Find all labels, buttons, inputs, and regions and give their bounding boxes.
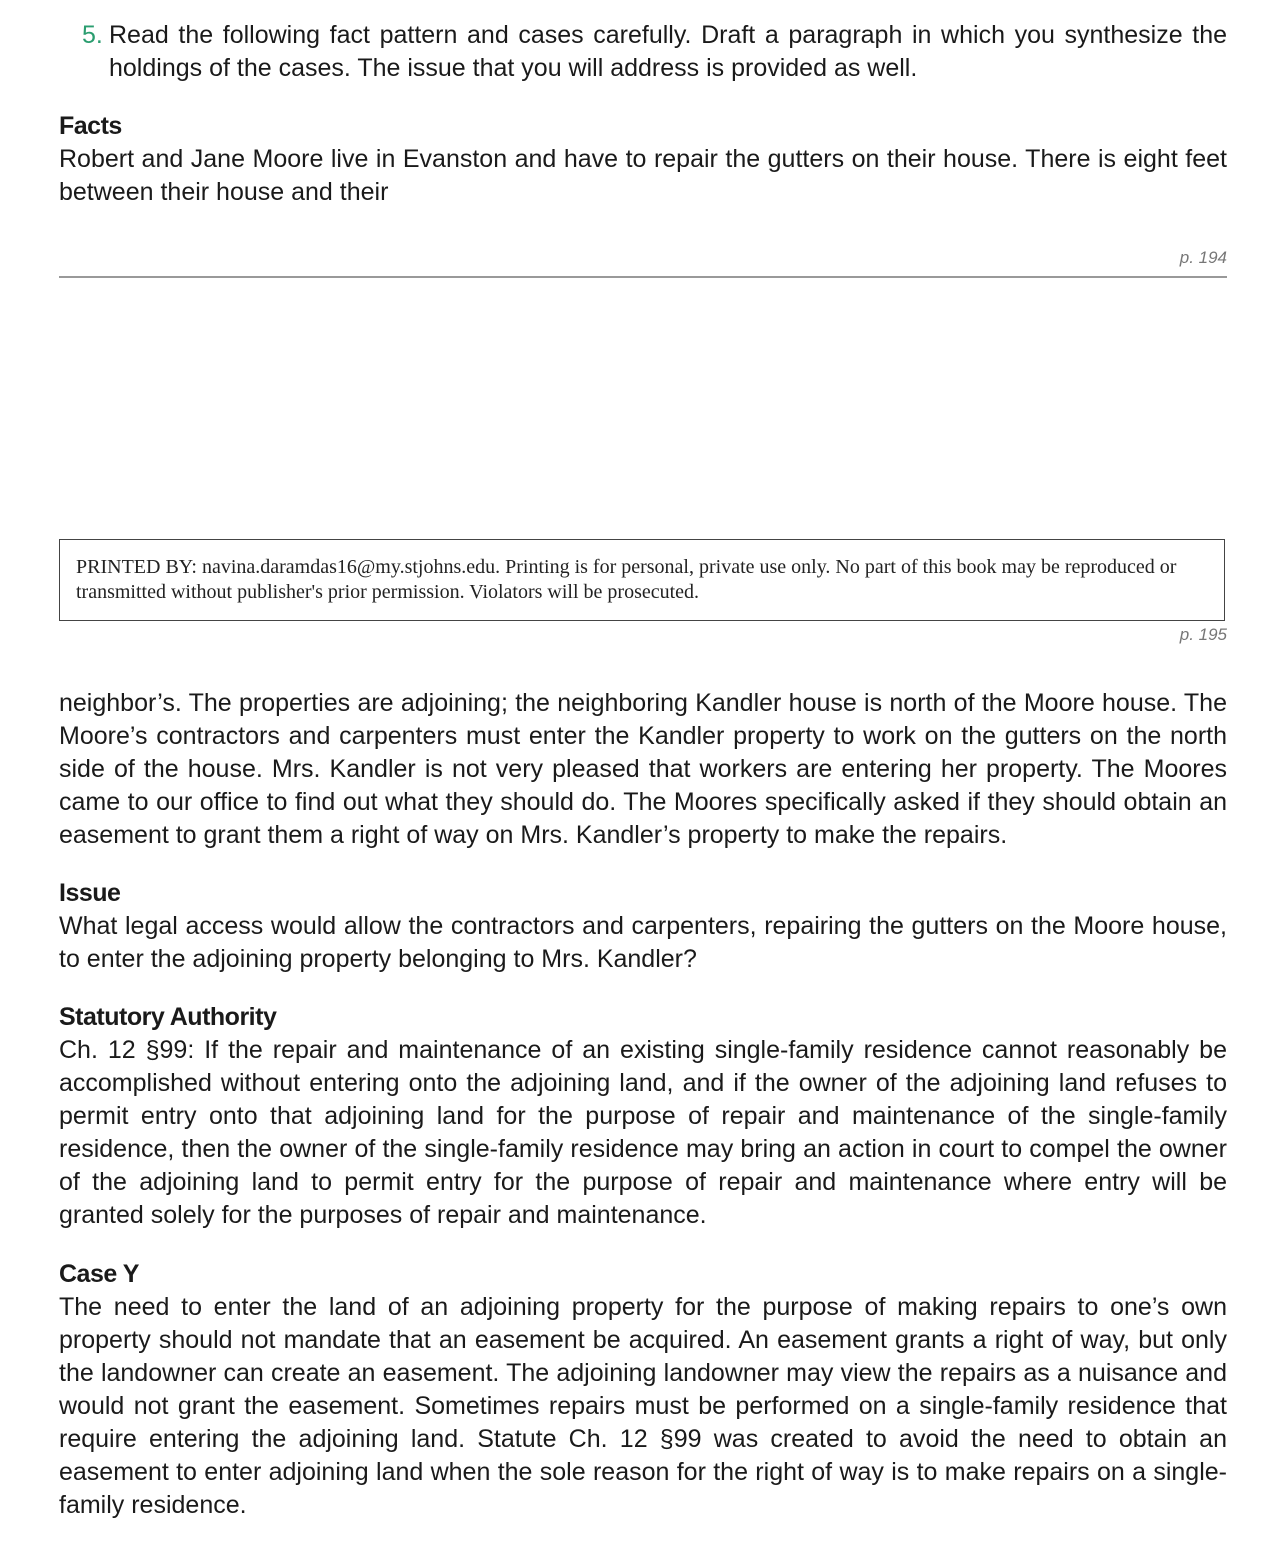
case-y-section [59,1258,1227,1522]
statutory-authority-heading: Statutory Authority [59,1003,277,1031]
case-y-text: The need to enter the land of an adjoining property for the purpose of making repairs to one’s own property should not mandate that an easement be acquired. An easement grants a right of way, but only the landowner can create an easement. The adjoining landowner may view the repairs as a nuisance and would not grant the easement. Sometimes repairs must be performed on a single-family residence that require entering the adjoining land. Statute Ch. 12 §99 was created to avoid the need to obtain an easement to enter adjoining land when the sole reason for the right of way is to make repairs on a single-family residence. [59,1293,1227,1519]
question-number: 5. [82,21,103,49]
issue-heading: Issue [59,879,121,907]
page-marker-194: p. 194 [1179,248,1227,267]
page-divider [59,276,1227,278]
facts-text-part2: neighbor’s. The properties are adjoining; the neighboring Kandler house is north of the Moore house. The Moore’s contractors and carpenters must enter the Kandler property to work on the gutters on the north side of the house. Mrs. Kandler is not very pleased that workers are entering her property. The Moores came to our office to find out what they should do. The Moores specifically asked if they should obtain an easement to grant them a right of way on Mrs. Kandler’s property to make the repairs. [59,689,1227,849]
facts-text-part1: Robert and Jane Moore live in Evanston and have to repair the gutters on their house. There is eight feet between their house and their [59,145,1227,206]
facts-heading: Facts [59,112,122,140]
printed-by-notice: PRINTED BY: navina.daramdas16@my.stjohns.edu. Printing is for personal, private use only. No part of this book may be reproduced or transmitted without publisher's prior permission. Violators will be prosecuted. [59,539,1225,621]
statutory-authority-text: Ch. 12 §99: If the repair and maintenance of an existing single-family residence cannot reasonably be accomplished without entering onto the adjoining land, and if the owner of the adjoining land refuses to permit entry onto that adjoining land for the purpose of repair and maintenance of the single-family residence, then the owner of the single-family residence may bring an action in court to compel the owner of the adjoining land to permit entry for the purpose of repair and maintenance where entry will be granted solely for the purposes of repair and maintenance. [59,1036,1227,1229]
page-marker-195: p. 195 [1179,625,1227,644]
case-y-heading: Case Y [59,1260,139,1288]
issue-section [59,877,1227,976]
issue-text: What legal access would allow the contractors and carpenters, repairing the gutters on the Moore house, to enter the adjoining property belonging to Mrs. Kandler? [59,912,1227,973]
statutory-authority-section [59,1001,1227,1232]
facts-section [59,110,1227,209]
question-text: Read the following fact pattern and cases carefully. Draft a paragraph in which you synthesize the holdings of the cases. The issue that you will address is provided as well. [109,21,1227,82]
facts-continued [59,687,1227,852]
